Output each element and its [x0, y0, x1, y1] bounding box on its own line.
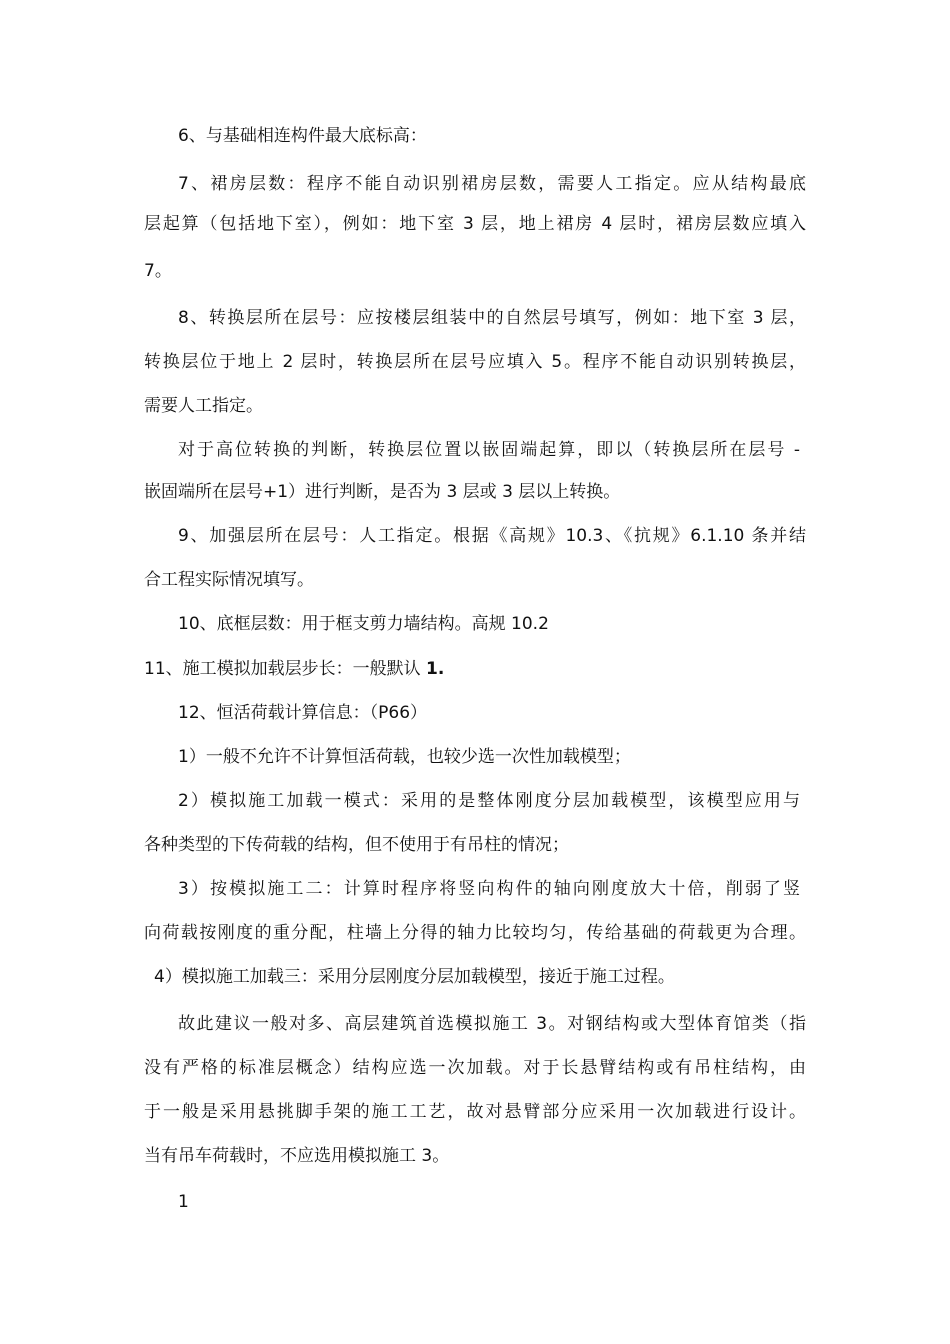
- text-line: 8、转换层所在层号：应按楼层组装中的自然层号填写，例如：地下室 3 层，: [178, 308, 806, 328]
- text-line: 于一般是采用悬挑脚手架的施工工艺，故对悬臂部分应采用一次加载进行设计。: [144, 1102, 806, 1122]
- text-span: 11、施工模拟加载层步长：一般默认: [144, 659, 427, 679]
- text-line: 转换层位于地上 2 层时，转换层所在层号应填入 5。程序不能自动识别转换层，: [144, 352, 806, 372]
- text-line: 10、底框层数：用于框支剪力墙结构。高规 10.2: [178, 614, 549, 634]
- text-line: 1）一般不允许不计算恒活荷载，也较少选一次性加载模型；: [178, 747, 631, 767]
- text-line: 向荷载按刚度的重分配，柱墙上分得的轴力比较均匀，传给基础的荷载更为合理。: [144, 923, 806, 943]
- text-line: 3）按模拟施工二：计算时程序将竖向构件的轴向刚度放大十倍，削弱了竖: [178, 879, 800, 899]
- text-line: 层起算（包括地下室），例如：地下室 3 层，地上裙房 4 层时，裙房层数应填入: [144, 214, 806, 234]
- text-line: 当有吊车荷载时，不应选用模拟施工 3。: [144, 1146, 450, 1166]
- text-line: 合工程实际情况填写。: [144, 570, 314, 590]
- text-line: 需要人工指定。: [144, 396, 263, 416]
- page-number: 1: [178, 1192, 189, 1212]
- text-line: 对于高位转换的判断，转换层位置以嵌固端起算，即以（转换层所在层号 -: [178, 440, 800, 460]
- text-line: [144, 657, 444, 681]
- text-line: 各种类型的下传荷载的结构，但不使用于有吊柱的情况；: [144, 835, 569, 855]
- text-line: 9、加强层所在层号：人工指定。根据《高规》10.3、《抗规》6.1.10 条并结: [178, 526, 806, 546]
- text-line: 7。: [144, 261, 172, 281]
- text-line: 2）模拟施工加载一模式：采用的是整体刚度分层加载模型，该模型应用与: [178, 791, 800, 811]
- text-line: 4）模拟施工加载三：采用分层刚度分层加载模型，接近于施工过程。: [154, 967, 675, 987]
- text-line: 6、与基础相连构件最大底标高：: [178, 126, 427, 146]
- text-line: 没有严格的标准层概念）结构应选一次加载。对于长悬臂结构或有吊柱结构，由: [144, 1058, 806, 1078]
- text-line: 7、裙房层数：程序不能自动识别裙房层数，需要人工指定。应从结构最底: [178, 174, 806, 194]
- bold-text: 1.: [426, 659, 445, 679]
- text-line: 嵌固端所在层号+1）进行判断，是否为 3 层或 3 层以上转换。: [144, 482, 621, 502]
- text-line: 12、恒活荷载计算信息：（P66）: [178, 703, 428, 723]
- text-line: 故此建议一般对多、高层建筑首选模拟施工 3。对钢结构或大型体育馆类（指: [178, 1014, 806, 1034]
